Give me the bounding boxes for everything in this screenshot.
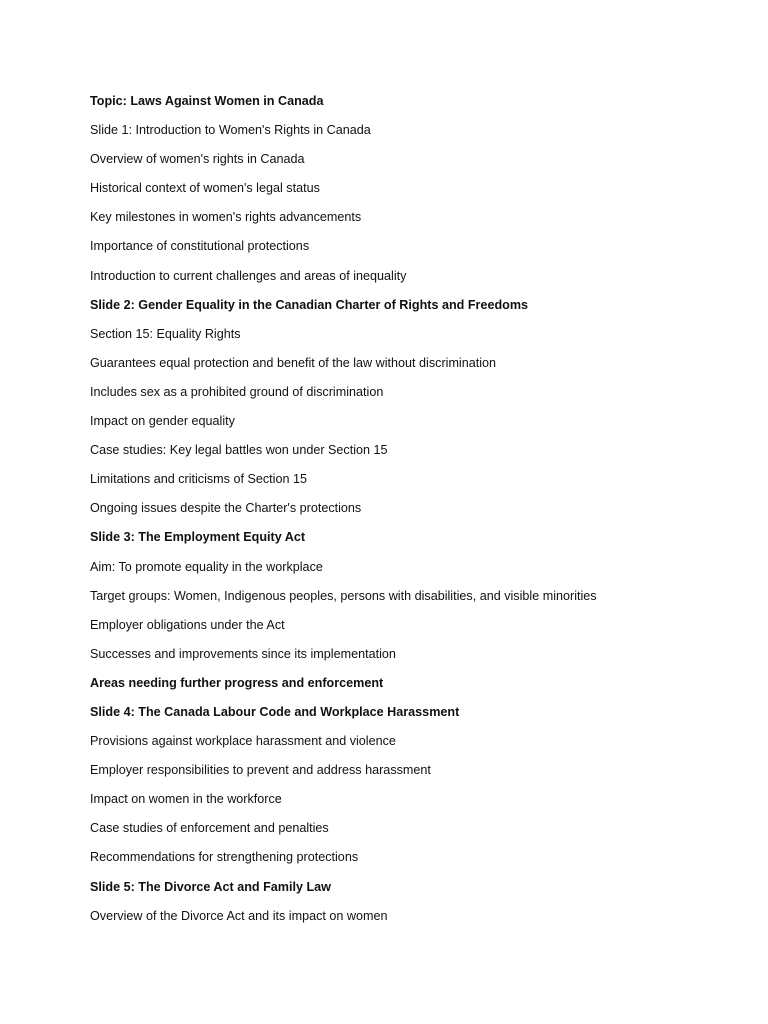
text-line: Limitations and criticisms of Section 15	[90, 472, 307, 487]
text-line: Impact on gender equality	[90, 414, 235, 429]
text-line: Impact on women in the workforce	[90, 792, 282, 807]
text-line: Includes sex as a prohibited ground of discrimination	[90, 384, 384, 399]
text-line: Introduction to current challenges and areas of inequality	[90, 268, 407, 283]
section-heading: Slide 3: The Employment Equity Act	[90, 530, 306, 545]
text-line: Slide 1: Introduction to Women's Rights in Canada	[90, 123, 371, 138]
section-heading: Areas needing further progress and enforcement	[90, 675, 384, 690]
text-line: Historical context of women's legal status	[90, 181, 320, 196]
text-line: Guarantees equal protection and benefit of the law without discrimination	[90, 355, 497, 370]
text-line: Employer obligations under the Act	[90, 617, 285, 632]
text-line: Case studies: Key legal battles won under Section 15	[90, 443, 388, 458]
text-line: Key milestones in women's rights advancements	[90, 210, 362, 225]
text-line: Importance of constitutional protections	[90, 239, 310, 254]
text-line: Ongoing issues despite the Charter's protections	[90, 501, 362, 516]
text-line: Recommendations for strengthening protections	[90, 850, 359, 865]
text-line: Employer responsibilities to prevent and address harassment	[90, 763, 431, 778]
text-line: Aim: To promote equality in the workplace	[90, 559, 323, 574]
text-line: Target groups: Women, Indigenous peoples, persons with disabilities, and visible minorities	[90, 588, 597, 603]
section-heading: Topic: Laws Against Women in Canada	[90, 94, 324, 108]
text-line: Successes and improvements since its implementation	[90, 646, 396, 661]
text-line: Provisions against workplace harassment and violence	[90, 734, 396, 749]
section-heading: Slide 5: The Divorce Act and Family Law	[90, 879, 331, 894]
text-line: Case studies of enforcement and penalties	[90, 821, 329, 836]
text-line: Overview of women's rights in Canada	[90, 152, 305, 167]
text-line: Section 15: Equality Rights	[90, 326, 241, 341]
section-heading: Slide 2: Gender Equality in the Canadian Charter of Rights and Freedoms	[90, 297, 529, 312]
text-line: Overview of the Divorce Act and its impact on women	[90, 908, 388, 923]
document-body	[90, 93, 750, 937]
section-heading: Slide 4: The Canada Labour Code and Workplace Harassment	[90, 704, 460, 719]
